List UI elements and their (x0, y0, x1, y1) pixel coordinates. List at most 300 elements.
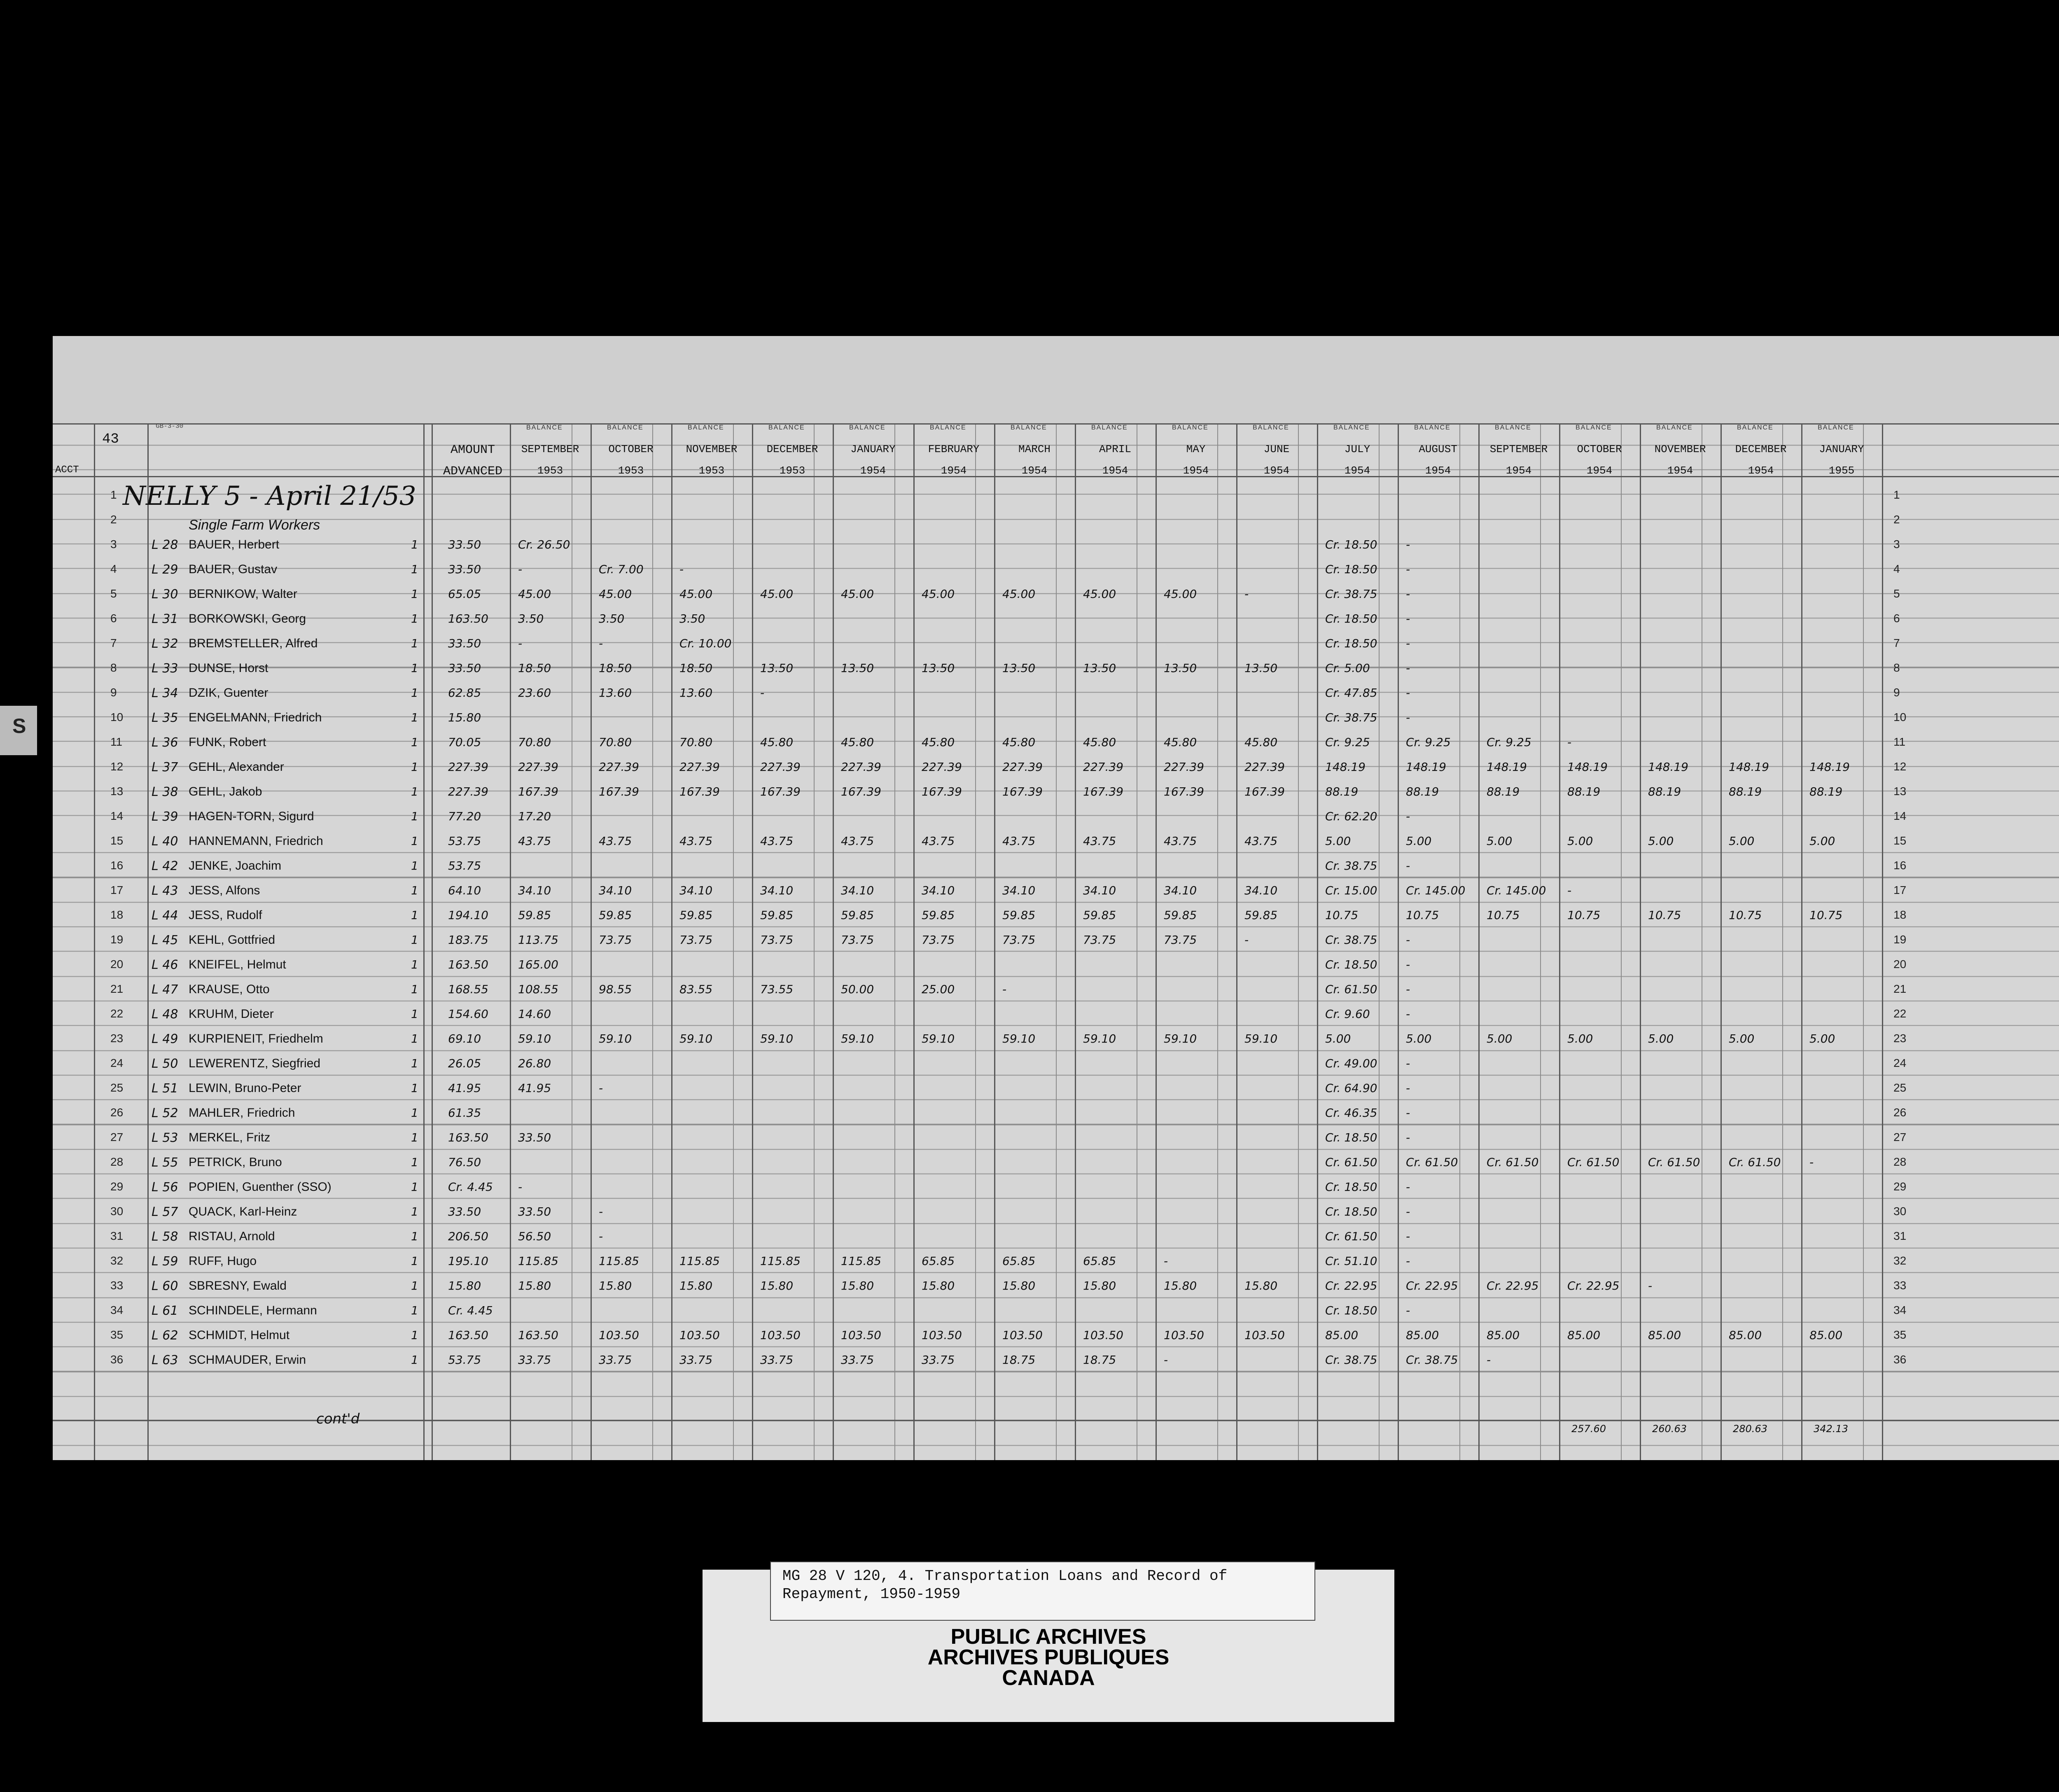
month-header: DECEMBER (1735, 443, 1787, 455)
balance-value: 103.50 (599, 1328, 639, 1342)
borrower-name: FUNK, Robert (189, 735, 266, 749)
amount-advanced: 163.50 (448, 958, 488, 971)
row-number: 25 (110, 1081, 124, 1094)
archive-reference-text (782, 1567, 1227, 1603)
count-mark: 1 (411, 562, 418, 576)
amount-advanced: 163.50 (448, 1131, 488, 1144)
balance-value: 26.80 (518, 1057, 551, 1070)
row-number-right: 6 (1893, 612, 1900, 625)
balance-value: 45.80 (1083, 735, 1116, 749)
balance-value: 18.50 (679, 661, 713, 675)
row-number: 5 (110, 587, 117, 600)
balance-value: Cr. 61.50 (1729, 1155, 1781, 1169)
row-number: 19 (110, 933, 124, 946)
balance-value: 59.10 (599, 1032, 632, 1045)
balance-value: 33.75 (922, 1353, 955, 1367)
balance-header: BALANCE (526, 424, 563, 431)
balance-value: 115.85 (760, 1254, 801, 1268)
balance-value: Cr. 18.50 (1325, 1304, 1377, 1317)
count-mark: 1 (411, 1328, 418, 1342)
balance-value: 13.50 (1244, 661, 1278, 675)
borrower-name: JESS, Rudolf (189, 908, 262, 922)
balance-value: 165.00 (518, 958, 558, 971)
balance-value: - (1406, 1131, 1410, 1144)
borrower-name: KNEIFEL, Helmut (189, 958, 286, 971)
row-number: 27 (110, 1131, 124, 1143)
balance-value: Cr. 64.90 (1325, 1081, 1377, 1095)
balance-value: 103.50 (922, 1328, 962, 1342)
header-band (53, 336, 2059, 423)
balance-value: - (1002, 982, 1007, 996)
amount-advanced: 65.05 (448, 587, 481, 601)
balance-value: 167.39 (599, 785, 639, 798)
year-header: 1953 (537, 464, 563, 477)
row-number: 33 (110, 1279, 124, 1292)
balance-value: Cr. 47.85 (1325, 686, 1377, 700)
borrower-name: RUFF, Hugo (189, 1254, 257, 1268)
balance-value: 83.55 (679, 982, 713, 996)
row-number: 8 (110, 661, 117, 674)
row-number-right: 4 (1893, 562, 1900, 575)
archives-stamp (703, 1626, 1394, 1688)
grid-column-line (1559, 423, 1560, 1460)
balance-header: BALANCE (1333, 424, 1370, 431)
row-number-right: 17 (1893, 884, 1907, 896)
balance-value: Cr. 22.95 (1406, 1279, 1458, 1293)
balance-value: 227.39 (599, 760, 639, 774)
grid-column-line (1075, 423, 1076, 1460)
balance-value: 65.85 (1002, 1254, 1036, 1268)
balance-value: Cr. 38.75 (1325, 933, 1377, 947)
amount-advanced: 33.50 (448, 1205, 481, 1218)
balance-value: 227.39 (1083, 760, 1123, 774)
count-mark: 1 (411, 958, 418, 971)
grid-column-line (913, 423, 915, 1460)
balance-value: 45.00 (841, 587, 874, 601)
ledger-subtitle: Single Farm Workers (189, 517, 320, 533)
balance-header: BALANCE (607, 424, 644, 431)
count-mark: 1 (411, 612, 418, 625)
borrower-name: KEHL, Gottfried (189, 933, 275, 947)
cents-column-line (733, 423, 734, 1460)
balance-header: BALANCE (1576, 424, 1612, 431)
row-number-right: 28 (1893, 1155, 1907, 1168)
balance-header: BALANCE (1818, 424, 1854, 431)
grid-column-line (994, 423, 995, 1460)
balance-value: 45.80 (1164, 735, 1197, 749)
count-mark: 1 (411, 933, 418, 947)
balance-value: 85.00 (1567, 1328, 1601, 1342)
row-number: 28 (110, 1155, 124, 1168)
balance-value: 148.19 (1487, 760, 1527, 774)
borrower-name: HANNEMANN, Friedrich (189, 834, 323, 848)
balance-value: 59.10 (922, 1032, 955, 1045)
row-number-right: 25 (1893, 1081, 1907, 1094)
balance-value: 59.10 (760, 1032, 794, 1045)
balance-value: 73.75 (922, 933, 955, 947)
balance-value: - (1406, 982, 1410, 996)
balance-value: - (1406, 538, 1410, 551)
continued-note: cont'd (316, 1411, 360, 1427)
borrower-name: DUNSE, Horst (189, 661, 268, 675)
balance-value: 43.75 (599, 834, 632, 848)
balance-header: BALANCE (1495, 424, 1531, 431)
row-number: 9 (110, 686, 117, 699)
balance-value: 148.19 (1567, 760, 1608, 774)
row-number-right: 35 (1893, 1328, 1907, 1341)
loan-number: L 46 (152, 958, 178, 972)
row-number: 21 (110, 982, 124, 995)
count-mark: 1 (411, 538, 418, 551)
borrower-name: SCHMAUDER, Erwin (189, 1353, 306, 1367)
balance-value: 88.19 (1487, 785, 1520, 798)
balance-value: 227.39 (760, 760, 801, 774)
loan-number: L 59 (152, 1254, 178, 1269)
amount-advanced: 15.80 (448, 711, 481, 724)
balance-value: 73.75 (679, 933, 713, 947)
balance-value: 103.50 (679, 1328, 720, 1342)
balance-value: 59.10 (518, 1032, 551, 1045)
balance-value: 148.19 (1729, 760, 1769, 774)
row-number-right: 16 (1893, 859, 1907, 872)
balance-value: 45.80 (760, 735, 794, 749)
balance-value: 103.50 (841, 1328, 881, 1342)
balance-value: - (518, 637, 523, 650)
amount-advanced: 69.10 (448, 1032, 481, 1045)
balance-value: 33.75 (679, 1353, 713, 1367)
balance-value: 34.10 (841, 884, 874, 897)
month-header: OCTOBER (608, 443, 654, 455)
balance-value: 167.39 (679, 785, 720, 798)
count-mark: 1 (411, 587, 418, 601)
balance-value: 59.85 (679, 908, 713, 922)
grid-column-line (1801, 423, 1802, 1460)
loan-number: L 30 (152, 587, 178, 602)
archives-stamp-line2: ARCHIVES PUBLIQUES (927, 1645, 1170, 1669)
year-header: 1954 (860, 464, 886, 477)
balance-value: - (599, 1081, 603, 1095)
amount-advanced: 26.05 (448, 1057, 481, 1070)
count-mark: 1 (411, 810, 418, 823)
balance-value: 10.75 (1487, 908, 1520, 922)
grid-column-line (1882, 423, 1883, 1460)
grid-column-line (1156, 423, 1157, 1460)
balance-value: 45.00 (922, 587, 955, 601)
grid-column-line (1478, 423, 1480, 1460)
advanced-header: ADVANCED (443, 464, 503, 478)
balance-value: 103.50 (1244, 1328, 1285, 1342)
balance-value: Cr. 9.25 (1406, 735, 1451, 749)
balance-value: 23.60 (518, 686, 551, 700)
balance-value: 167.39 (1002, 785, 1043, 798)
balance-value: 3.50 (599, 612, 625, 625)
balance-value: 227.39 (518, 760, 558, 774)
balance-value: - (1406, 1304, 1410, 1317)
grid-column-line (1317, 423, 1318, 1460)
year-header: 1954 (1425, 464, 1451, 477)
amount-advanced: 64.10 (448, 884, 481, 897)
balance-value: 167.39 (922, 785, 962, 798)
row-number: 12 (110, 760, 124, 773)
balance-value: 43.75 (679, 834, 713, 848)
balance-value: 33.75 (760, 1353, 794, 1367)
borrower-name: LEWIN, Bruno-Peter (189, 1081, 301, 1095)
ledger-sheet (53, 336, 2059, 1460)
balance-value: 43.75 (1002, 834, 1036, 848)
loan-number: L 31 (152, 612, 178, 626)
balance-value: 25.00 (922, 982, 955, 996)
balance-value: 73.75 (599, 933, 632, 947)
balance-value: Cr. 10.00 (679, 637, 732, 650)
balance-value: 18.75 (1002, 1353, 1036, 1367)
balance-value: 18.50 (599, 661, 632, 675)
row-number: 11 (110, 735, 123, 748)
balance-value: 103.50 (1083, 1328, 1123, 1342)
year-header: 1954 (1102, 464, 1128, 477)
balance-value: 59.10 (1164, 1032, 1197, 1045)
balance-value: 45.00 (679, 587, 713, 601)
balance-value: Cr. 46.35 (1325, 1106, 1377, 1120)
borrower-name: KRUHM, Dieter (189, 1007, 274, 1021)
balance-value: 167.39 (1164, 785, 1204, 798)
month-header: NOVEMBER (1654, 443, 1706, 455)
row-number-right: 36 (1893, 1353, 1907, 1366)
row-number-right: 34 (1893, 1304, 1907, 1316)
grid-column-line (671, 423, 672, 1460)
row-number-right: 31 (1893, 1230, 1907, 1242)
balance-value: - (1406, 637, 1410, 650)
balance-value: 45.00 (1083, 587, 1116, 601)
cents-column-line (1540, 423, 1541, 1460)
month-header: MARCH (1018, 443, 1051, 455)
row-number: 24 (110, 1057, 124, 1069)
month-header: NOVEMBER (686, 443, 738, 455)
borrower-name: SCHMIDT, Helmut (189, 1328, 290, 1342)
row-number-right: 13 (1893, 785, 1907, 798)
balance-value: 34.10 (1083, 884, 1116, 897)
borrower-name: SCHINDELE, Hermann (189, 1304, 317, 1317)
borrower-name: BORKOWSKI, Georg (189, 612, 306, 625)
year-header: 1953 (698, 464, 725, 477)
loan-number: L 56 (152, 1180, 178, 1195)
loan-number: L 48 (152, 1007, 178, 1022)
balance-value: - (1406, 1205, 1410, 1218)
balance-value: 59.10 (841, 1032, 874, 1045)
loan-number: L 36 (152, 735, 178, 750)
balance-value: 13.50 (760, 661, 794, 675)
row-number: 36 (110, 1353, 124, 1366)
balance-value: 5.00 (1809, 1032, 1835, 1045)
balance-value: 10.75 (1729, 908, 1762, 922)
balance-value: 167.39 (1083, 785, 1123, 798)
balance-value: 43.75 (760, 834, 794, 848)
balance-value: 45.80 (1002, 735, 1036, 749)
balance-value: 33.75 (841, 1353, 874, 1367)
balance-value: 18.75 (1083, 1353, 1116, 1367)
balance-value: 103.50 (1164, 1328, 1204, 1342)
row-number: 3 (110, 538, 117, 551)
balance-value: 148.19 (1406, 760, 1446, 774)
balance-value: 5.00 (1809, 834, 1835, 848)
count-mark: 1 (411, 884, 418, 897)
count-mark: 1 (411, 637, 418, 650)
balance-header: BALANCE (1172, 424, 1209, 431)
balance-value: 10.75 (1648, 908, 1681, 922)
balance-value: 5.00 (1729, 1032, 1755, 1045)
balance-value: Cr. 38.75 (1325, 1353, 1377, 1367)
balance-value: 167.39 (760, 785, 801, 798)
month-header: MAY (1186, 443, 1206, 455)
borrower-name: BERNIKOW, Walter (189, 587, 297, 601)
row-number-right: 7 (1893, 637, 1900, 649)
row-number-right: 30 (1893, 1205, 1907, 1218)
row-number-right: 1 (1893, 488, 1900, 501)
count-mark: 1 (411, 760, 418, 774)
archive-reference-line2: Repayment, 1950-1959 (782, 1586, 961, 1603)
cents-column-line (814, 423, 815, 1460)
year-header: 1954 (1586, 464, 1613, 477)
amount-advanced: 183.75 (448, 933, 488, 947)
balance-value: - (1406, 958, 1410, 971)
balance-value: Cr. 61.50 (1406, 1155, 1458, 1169)
archives-stamp-line1: PUBLIC ARCHIVES (950, 1625, 1146, 1649)
loan-number: L 29 (152, 562, 178, 577)
amount-advanced: 195.10 (448, 1254, 488, 1268)
balance-value: Cr. 7.00 (599, 562, 644, 576)
balance-value: Cr. 9.25 (1325, 735, 1370, 749)
count-mark: 1 (411, 785, 418, 798)
balance-value: - (1406, 1007, 1410, 1021)
balance-value: Cr. 38.75 (1325, 859, 1377, 873)
borrower-name: KRAUSE, Otto (189, 982, 270, 996)
row-number: 7 (110, 637, 117, 649)
grid-column-line (833, 423, 834, 1460)
balance-value: 59.10 (1002, 1032, 1036, 1045)
year-header: 1954 (1506, 464, 1532, 477)
balance-value: 33.50 (518, 1131, 551, 1144)
count-mark: 1 (411, 1230, 418, 1243)
row-number: 1 (110, 488, 117, 501)
balance-value: 59.85 (841, 908, 874, 922)
row-number-right: 24 (1893, 1057, 1907, 1069)
month-header: SEPTEMBER (1489, 443, 1548, 455)
year-header: 1954 (941, 464, 967, 477)
amount-advanced: Cr. 4.45 (448, 1304, 493, 1317)
balance-value: - (1406, 686, 1410, 700)
cents-column-line (1459, 423, 1460, 1460)
borrower-name: ENGELMANN, Friedrich (189, 711, 322, 724)
balance-value: Cr. 18.50 (1325, 958, 1377, 971)
balance-value: - (1406, 933, 1410, 947)
row-number-right: 12 (1893, 760, 1907, 773)
loan-number: L 35 (152, 711, 178, 725)
row-number: 16 (110, 859, 124, 872)
balance-value: 227.39 (1164, 760, 1204, 774)
balance-value: Cr. 22.95 (1567, 1279, 1620, 1293)
balance-value: 15.80 (1244, 1279, 1278, 1293)
balance-value: Cr. 38.75 (1325, 587, 1377, 601)
balance-value: 45.00 (518, 587, 551, 601)
borrower-name: LEWERENTZ, Siegfried (189, 1057, 321, 1070)
loan-number: L 52 (152, 1106, 178, 1120)
balance-value: 98.55 (599, 982, 632, 996)
balance-value: 73.55 (760, 982, 794, 996)
column-total: 342.13 (1814, 1423, 1848, 1435)
index-tab-letter: S (12, 714, 26, 737)
row-number: 18 (110, 908, 124, 921)
balance-header: BALANCE (1737, 424, 1774, 431)
borrower-name: POPIEN, Guenther (SSO) (189, 1180, 331, 1194)
balance-value: 10.75 (1567, 908, 1601, 922)
balance-value: 73.75 (1164, 933, 1197, 947)
balance-value: 59.10 (1244, 1032, 1278, 1045)
balance-value: - (599, 637, 603, 650)
row-number: 15 (110, 834, 124, 847)
count-mark: 1 (411, 1131, 418, 1144)
borrower-name: QUACK, Karl-Heinz (189, 1205, 297, 1218)
balance-value: 167.39 (518, 785, 558, 798)
balance-value: 5.00 (1487, 1032, 1513, 1045)
balance-value: 15.80 (599, 1279, 632, 1293)
amount-advanced: 163.50 (448, 1328, 488, 1342)
row-number: 17 (110, 884, 124, 896)
month-header: JULY (1344, 443, 1370, 455)
balance-value: 45.00 (1164, 587, 1197, 601)
row-number-right: 11 (1893, 735, 1906, 748)
row-number-right: 2 (1893, 513, 1900, 526)
loan-number: L 58 (152, 1230, 178, 1244)
balance-value: 15.80 (760, 1279, 794, 1293)
balance-value: 85.00 (1809, 1328, 1843, 1342)
balance-value: 88.19 (1729, 785, 1762, 798)
balance-value: 3.50 (518, 612, 544, 625)
row-number: 10 (110, 711, 124, 723)
year-header: 1954 (1183, 464, 1209, 477)
balance-value: Cr. 145.00 (1406, 884, 1466, 897)
balance-value: - (518, 562, 523, 576)
borrower-name: JENKE, Joachim (189, 859, 282, 873)
borrower-name: BREMSTELLER, Alfred (189, 637, 318, 650)
grid-column-line (1236, 423, 1237, 1460)
count-mark: 1 (411, 1032, 418, 1045)
balance-value: 115.85 (841, 1254, 881, 1268)
borrower-name: GEHL, Jakob (189, 785, 262, 798)
grid-column-line (94, 423, 95, 1460)
month-header: OCTOBER (1577, 443, 1622, 455)
balance-value: 5.00 (1648, 1032, 1674, 1045)
grid-column-line (1398, 423, 1399, 1460)
loan-number: L 49 (152, 1032, 178, 1046)
grid-column-line (1721, 423, 1722, 1460)
amount-advanced: 227.39 (448, 785, 488, 798)
balance-value: 33.50 (518, 1205, 551, 1218)
row-number: 14 (110, 810, 124, 822)
amount-advanced: 33.50 (448, 562, 481, 576)
balance-value: 59.85 (922, 908, 955, 922)
borrower-name: SBRESNY, Ewald (189, 1279, 287, 1293)
balance-value: - (1567, 735, 1572, 749)
balance-value: 34.10 (760, 884, 794, 897)
amount-advanced: 206.50 (448, 1230, 488, 1243)
balance-value: 50.00 (841, 982, 874, 996)
balance-value: 65.85 (922, 1254, 955, 1268)
balance-value: - (599, 1205, 603, 1218)
archives-stamp-line3: CANADA (1002, 1666, 1095, 1690)
amount-advanced: 15.80 (448, 1279, 481, 1293)
row-number-right: 15 (1893, 834, 1907, 847)
balance-value: 227.39 (841, 760, 881, 774)
balance-value: - (1648, 1279, 1653, 1293)
